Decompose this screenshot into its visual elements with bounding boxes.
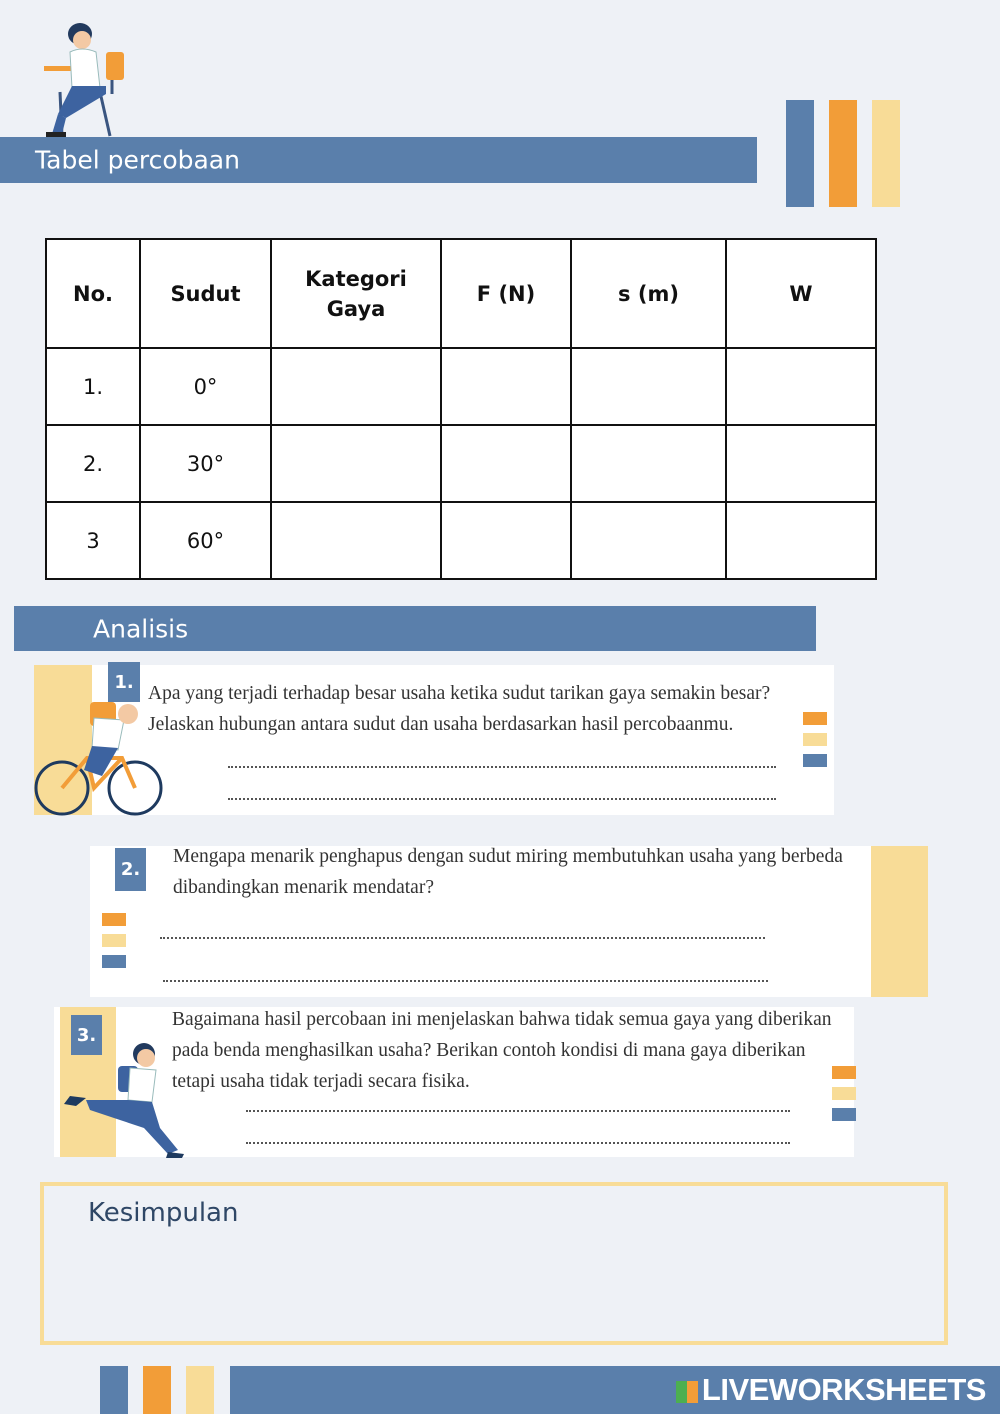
decor-square-yellow bbox=[803, 733, 827, 746]
cell-sudut: 0° bbox=[140, 348, 271, 425]
answer-line-2b[interactable] bbox=[163, 980, 768, 982]
question-1-text bbox=[148, 678, 808, 740]
decor-square-orange bbox=[803, 712, 827, 725]
cell-f-input[interactable] bbox=[441, 425, 571, 502]
question-3-line-2: pada benda menghasilkan usaha? Berikan contoh kondisi di mana gaya diberikan bbox=[172, 1040, 806, 1061]
liveworksheets-logo: LIVEWORKSHEETS bbox=[676, 1372, 986, 1408]
decor-square-orange bbox=[102, 913, 126, 926]
decor-square-blue bbox=[832, 1108, 856, 1121]
cell-f-input[interactable] bbox=[441, 348, 571, 425]
cell-no: 2. bbox=[46, 425, 140, 502]
answer-line-2a[interactable] bbox=[160, 937, 765, 939]
conclusion-title: Kesimpulan bbox=[88, 1198, 239, 1228]
header-sudut: Sudut bbox=[140, 239, 271, 348]
cell-kategori-input[interactable] bbox=[271, 348, 441, 425]
question-3-text bbox=[172, 1004, 862, 1097]
answer-line-3b[interactable] bbox=[246, 1142, 790, 1144]
decor-square-blue bbox=[803, 754, 827, 767]
header-no: No. bbox=[46, 239, 140, 348]
question-2-line-2: dibandingkan menarik mendatar? bbox=[173, 877, 434, 898]
cell-kategori-input[interactable] bbox=[271, 502, 441, 579]
table-header-row bbox=[46, 239, 876, 348]
decor-bar-orange bbox=[829, 100, 857, 207]
question-number-1: 1. bbox=[108, 662, 140, 702]
cyclist-illustration bbox=[32, 698, 164, 816]
question-number-3: 3. bbox=[71, 1015, 102, 1055]
question-2-accent bbox=[871, 846, 928, 997]
cell-s-input[interactable] bbox=[571, 502, 726, 579]
question-3-line-3: tetapi usaha tidak terjadi secara fisika. bbox=[172, 1071, 470, 1092]
question-number-2: 2. bbox=[115, 848, 146, 891]
decor-square-yellow bbox=[102, 934, 126, 947]
cell-w-input[interactable] bbox=[726, 425, 876, 502]
conclusion-box[interactable] bbox=[40, 1182, 948, 1345]
header-s: s (m) bbox=[571, 239, 726, 348]
footer-bar-blue bbox=[100, 1366, 128, 1414]
answer-line-1b[interactable] bbox=[228, 798, 776, 800]
header-w: W bbox=[726, 239, 876, 348]
cell-w-input[interactable] bbox=[726, 348, 876, 425]
cell-kategori-input[interactable] bbox=[271, 425, 441, 502]
header-f: F (N) bbox=[441, 239, 571, 348]
table-row bbox=[46, 502, 876, 579]
liveworksheets-logo-icon bbox=[676, 1381, 698, 1403]
table-row bbox=[46, 348, 876, 425]
experiment-table bbox=[45, 238, 877, 580]
cell-sudut: 60° bbox=[140, 502, 271, 579]
answer-line-3a[interactable] bbox=[246, 1110, 790, 1112]
question-1-line-2: Jelaskan hubungan antara sudut dan usaha berdasarkan hasil percobaanmu. bbox=[148, 714, 734, 735]
question-3-line-1: Bagaimana hasil percobaan ini menjelaskan bahwa tidak semua gaya yang diberikan bbox=[172, 1009, 832, 1030]
footer-bar-yellow bbox=[186, 1366, 214, 1414]
header-kategori-gaya: Kategori Gaya bbox=[271, 239, 441, 348]
table-section-title: Tabel percobaan bbox=[35, 145, 240, 175]
running-student-illustration bbox=[60, 1040, 190, 1160]
analysis-title: Analisis bbox=[93, 614, 189, 643]
student-desk-illustration bbox=[40, 22, 130, 138]
decor-square-orange bbox=[832, 1066, 856, 1079]
cell-s-input[interactable] bbox=[571, 425, 726, 502]
answer-line-1a[interactable] bbox=[228, 766, 776, 768]
cell-sudut: 30° bbox=[140, 425, 271, 502]
decor-bar-blue bbox=[786, 100, 814, 207]
cell-s-input[interactable] bbox=[571, 348, 726, 425]
table-row bbox=[46, 425, 876, 502]
cell-no: 3 bbox=[46, 502, 140, 579]
question-2-text bbox=[173, 841, 873, 903]
question-2-line-1: Mengapa menarik penghapus dengan sudut miring membutuhkan usaha yang berbeda bbox=[173, 846, 843, 867]
footer-bar-orange bbox=[143, 1366, 171, 1414]
decor-bar-yellow bbox=[872, 100, 900, 207]
decor-square-yellow bbox=[832, 1087, 856, 1100]
analysis-banner bbox=[14, 606, 816, 651]
cell-f-input[interactable] bbox=[441, 502, 571, 579]
question-1-line-1: Apa yang terjadi terhadap besar usaha ketika sudut tarikan gaya semakin besar? bbox=[148, 683, 771, 704]
cell-w-input[interactable] bbox=[726, 502, 876, 579]
cell-no: 1. bbox=[46, 348, 140, 425]
decor-square-blue bbox=[102, 955, 126, 968]
table-section-banner bbox=[0, 137, 757, 183]
